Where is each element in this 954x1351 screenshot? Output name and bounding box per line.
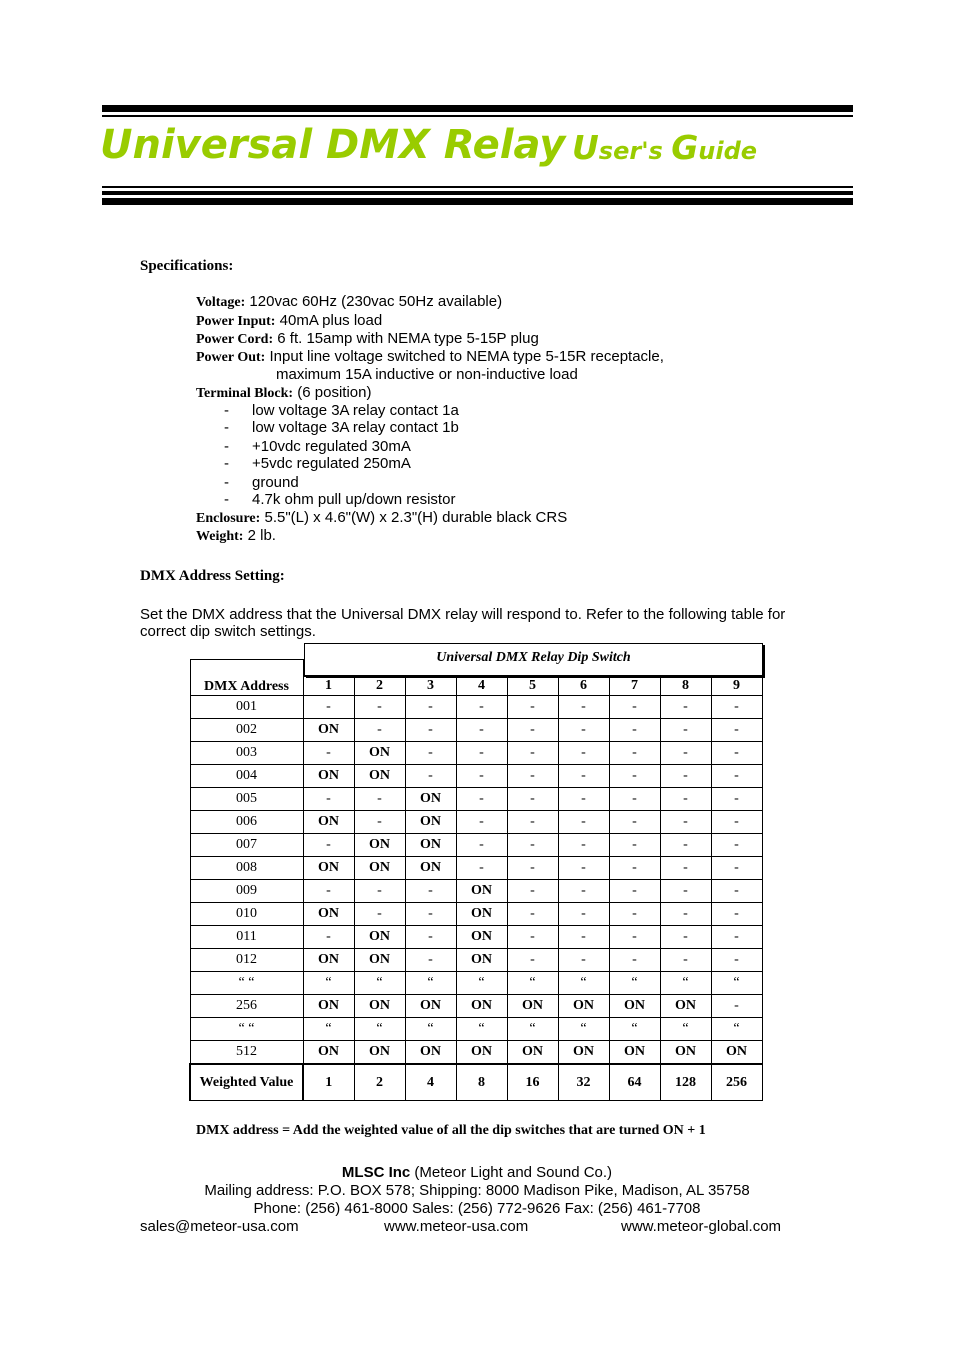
switch-number: 8 <box>660 677 711 696</box>
terminal-item-text: +10vdc regulated 30mA <box>252 438 411 455</box>
switch-state-cell: ON <box>660 1041 711 1065</box>
table-row <box>190 995 762 1018</box>
switch-state-cell: ON <box>405 857 456 880</box>
dmx-address-cell: 007 <box>190 834 303 857</box>
weighted-value: 16 <box>507 1064 558 1101</box>
switch-number: 9 <box>711 677 762 696</box>
switch-state-cell: “ <box>558 972 609 995</box>
switch-state-cell: - <box>354 788 405 811</box>
bullet-dash: - <box>224 455 229 472</box>
switch-state-cell: ON <box>558 995 609 1018</box>
switch-state-cell: - <box>507 719 558 742</box>
switch-state-cell: - <box>660 880 711 903</box>
switch-state-cell: - <box>660 834 711 857</box>
switch-state-cell: - <box>609 742 660 765</box>
switch-state-cell: - <box>456 834 507 857</box>
switch-state-cell: ON <box>456 949 507 972</box>
weighted-value: 1 <box>303 1064 354 1101</box>
dmx-address-header: DMX Address <box>190 660 303 696</box>
switch-state-cell: - <box>405 880 456 903</box>
switch-state-cell: - <box>354 696 405 719</box>
switch-state-cell: “ <box>507 972 558 995</box>
bullet-dash: - <box>224 491 229 508</box>
weighted-value: 128 <box>660 1064 711 1101</box>
switch-state-cell: - <box>609 834 660 857</box>
bullet-dash: - <box>224 438 229 455</box>
switch-state-cell: - <box>507 857 558 880</box>
switch-state-cell: - <box>711 857 762 880</box>
weighted-value: 2 <box>354 1064 405 1101</box>
switch-state-cell: - <box>609 903 660 926</box>
table-row <box>190 926 762 949</box>
dmx-address-cell: 012 <box>190 949 303 972</box>
switch-state-cell: - <box>456 765 507 788</box>
switch-state-cell: - <box>405 926 456 949</box>
switch-state-cell: ON <box>456 903 507 926</box>
switch-number: 4 <box>456 677 507 696</box>
switch-number: 5 <box>507 677 558 696</box>
switch-state-cell: - <box>609 696 660 719</box>
switch-state-cell: - <box>354 903 405 926</box>
switch-state-cell: “ <box>711 1018 762 1041</box>
switch-state-cell: - <box>405 765 456 788</box>
switch-number: 1 <box>303 677 354 696</box>
switch-state-cell: “ <box>507 1018 558 1041</box>
switch-state-cell: ON <box>303 1041 354 1065</box>
switch-state-cell: - <box>660 811 711 834</box>
subtitle-g: G <box>671 128 699 167</box>
spec-power-cord <box>196 330 539 349</box>
switch-state-cell: ON <box>405 788 456 811</box>
switch-number: 6 <box>558 677 609 696</box>
switch-state-cell: - <box>711 719 762 742</box>
footer-company-sub: (Meteor Light and Sound Co.) <box>410 1164 613 1181</box>
switch-state-cell: - <box>660 742 711 765</box>
spec-power-cord-value: 6 ft. 15amp with NEMA type 5-15P plug <box>273 330 539 347</box>
terminal-item <box>224 419 459 437</box>
switch-state-cell: - <box>660 857 711 880</box>
bullet-dash: - <box>224 419 229 436</box>
spec-enclosure <box>196 509 567 528</box>
switch-state-cell: ON <box>354 949 405 972</box>
switch-state-cell: - <box>711 834 762 857</box>
header-top-rule-thick <box>102 105 853 112</box>
switch-state-cell: “ <box>660 1018 711 1041</box>
switch-state-cell: - <box>660 788 711 811</box>
switch-state-cell: “ <box>456 972 507 995</box>
terminal-item-text: +5vdc regulated 250mA <box>252 455 411 472</box>
switch-state-cell: ON <box>303 811 354 834</box>
switch-state-cell: - <box>354 719 405 742</box>
document-title: Universal DMX Relay <box>100 122 566 168</box>
switch-state-cell: - <box>507 765 558 788</box>
switch-state-cell: ON <box>405 995 456 1018</box>
switch-state-cell: - <box>507 788 558 811</box>
bullet-dash: - <box>224 402 229 419</box>
switch-state-cell: - <box>711 926 762 949</box>
switch-state-cell: - <box>558 926 609 949</box>
switch-state-cell: ON <box>354 834 405 857</box>
switch-state-cell: - <box>405 903 456 926</box>
switch-state-cell: - <box>558 857 609 880</box>
switch-state-cell: - <box>303 696 354 719</box>
switch-state-cell: ON <box>660 995 711 1018</box>
switch-state-cell: ON <box>507 1041 558 1065</box>
switch-state-cell: - <box>711 788 762 811</box>
switch-state-cell: “ <box>558 1018 609 1041</box>
footer-email[interactable]: sales@meteor-usa.com <box>140 1218 299 1235</box>
switch-state-cell: “ <box>303 1018 354 1041</box>
switch-state-cell: - <box>660 949 711 972</box>
footer-mailing: Mailing address: P.O. BOX 578; Shipping: 8000 Madison Pike, Madison, AL 35758 <box>204 1182 750 1199</box>
header-bottom-rule-thin <box>102 186 853 188</box>
switch-state-cell: - <box>558 834 609 857</box>
switch-state-cell: ON <box>456 926 507 949</box>
switch-state-cell: ON <box>558 1041 609 1065</box>
dmx-address-heading: DMX Address Setting: <box>140 568 285 584</box>
switch-state-cell: - <box>405 742 456 765</box>
switch-state-cell: - <box>609 880 660 903</box>
switch-number: 2 <box>354 677 405 696</box>
switch-state-cell: - <box>507 696 558 719</box>
switch-state-cell: - <box>507 742 558 765</box>
table-row <box>190 880 762 903</box>
table-caption: Universal DMX Relay Dip Switch <box>304 643 763 676</box>
switch-state-cell: - <box>558 949 609 972</box>
switch-state-cell: - <box>558 880 609 903</box>
table-row <box>190 1041 762 1065</box>
switch-state-cell: “ <box>660 972 711 995</box>
spec-power-out <box>196 348 664 367</box>
spec-weight-label: Weight: <box>196 529 244 544</box>
switch-state-cell: “ <box>609 972 660 995</box>
header-bottom-rule-thick <box>102 191 853 195</box>
weighted-value-label: Weighted Value <box>190 1064 303 1101</box>
switch-state-cell: - <box>558 696 609 719</box>
switch-state-cell: ON <box>303 995 354 1018</box>
switch-state-cell: ON <box>711 1041 762 1065</box>
switch-state-cell: ON <box>303 903 354 926</box>
switch-state-cell: ON <box>609 995 660 1018</box>
table-row <box>190 742 762 765</box>
switch-state-cell: - <box>711 880 762 903</box>
switch-state-cell: - <box>303 742 354 765</box>
bullet-dash: - <box>224 474 229 491</box>
spec-power-cord-label: Power Cord: <box>196 332 274 347</box>
dmx-address-cell: 008 <box>190 857 303 880</box>
switch-state-cell: - <box>303 880 354 903</box>
spec-enclosure-value: 5.5"(L) x 4.6"(W) x 2.3"(H) durable black CRS <box>260 509 568 526</box>
table-row <box>190 765 762 788</box>
switch-state-cell: - <box>405 719 456 742</box>
header-bottom-rule-thick-2 <box>102 198 853 205</box>
switch-state-cell: ON <box>354 765 405 788</box>
table-row <box>190 857 762 880</box>
switch-state-cell: - <box>456 696 507 719</box>
terminal-item <box>224 438 411 456</box>
switch-state-cell: - <box>303 834 354 857</box>
switch-state-cell: ON <box>354 995 405 1018</box>
switch-state-cell: - <box>507 811 558 834</box>
switch-state-cell: ON <box>507 995 558 1018</box>
switch-state-cell: - <box>456 857 507 880</box>
weighted-value: 256 <box>711 1064 762 1101</box>
switch-state-cell: ON <box>354 926 405 949</box>
switch-number: 3 <box>405 677 456 696</box>
table-row <box>190 834 762 857</box>
switch-state-cell: “ <box>456 1018 507 1041</box>
switch-state-cell: - <box>711 949 762 972</box>
switch-state-cell: - <box>354 880 405 903</box>
spec-power-input <box>196 312 382 331</box>
terminal-item-text: 4.7k ohm pull up/down resistor <box>252 491 456 508</box>
switch-state-cell: - <box>609 857 660 880</box>
switch-state-cell: - <box>354 811 405 834</box>
dmx-address-cell: 009 <box>190 880 303 903</box>
weighted-value: 64 <box>609 1064 660 1101</box>
table-row <box>190 1018 762 1041</box>
spec-voltage-value: 120vac 60Hz (230vac 50Hz available) <box>245 293 503 310</box>
switch-state-cell: - <box>507 949 558 972</box>
spec-power-input-label: Power Input: <box>196 314 276 329</box>
footer-company-name: MLSC Inc <box>341 1164 411 1181</box>
switch-state-cell: ON <box>354 857 405 880</box>
switch-state-cell: - <box>609 811 660 834</box>
spec-power-out-label: Power Out: <box>196 350 266 365</box>
footer-web-usa[interactable]: www.meteor-usa.com <box>384 1218 529 1235</box>
weighted-value: 4 <box>405 1064 456 1101</box>
switch-state-cell: - <box>456 719 507 742</box>
dmx-address-cell: 256 <box>190 995 303 1018</box>
spec-voltage-label: Voltage: <box>196 295 246 310</box>
dmx-address-cell: 002 <box>190 719 303 742</box>
switch-state-cell: ON <box>303 949 354 972</box>
switch-state-cell: - <box>507 926 558 949</box>
weighted-value: 8 <box>456 1064 507 1101</box>
switch-state-cell: - <box>660 926 711 949</box>
header-top-rule-thin <box>102 115 853 117</box>
spec-enclosure-label: Enclosure: <box>196 511 261 526</box>
switch-state-cell: - <box>507 834 558 857</box>
switch-state-cell: ON <box>456 880 507 903</box>
dmx-address-cell: 003 <box>190 742 303 765</box>
dmx-address-cell: 010 <box>190 903 303 926</box>
table-row <box>190 972 762 995</box>
switch-state-cell: - <box>711 995 762 1018</box>
switch-state-cell: ON <box>456 1041 507 1065</box>
switch-state-cell: - <box>456 742 507 765</box>
switch-state-cell: “ <box>354 1018 405 1041</box>
spec-power-out-cont: maximum 15A inductive or non-inductive load <box>276 366 578 383</box>
spec-weight <box>196 527 276 546</box>
switch-state-cell: ON <box>405 834 456 857</box>
spec-voltage <box>196 293 502 312</box>
switch-state-cell: - <box>660 696 711 719</box>
spec-terminal-block <box>196 384 371 403</box>
table-row <box>190 696 762 719</box>
subtitle-ser: ser's <box>598 137 672 165</box>
terminal-item <box>224 455 411 473</box>
dmx-address-cell: 512 <box>190 1041 303 1065</box>
dmx-address-paragraph: Set the DMX address that the Universal DMX relay will respond to. Refer to the following table for correct dip switch settings. <box>140 606 786 640</box>
dmx-address-cell: 005 <box>190 788 303 811</box>
dmx-address-cell: 011 <box>190 926 303 949</box>
switch-state-cell: - <box>558 765 609 788</box>
dmx-address-cell: “ “ <box>190 1018 303 1041</box>
table-row <box>190 949 762 972</box>
table-row <box>190 811 762 834</box>
document-subtitle <box>572 128 757 167</box>
terminal-item <box>224 402 459 420</box>
switch-number: 7 <box>609 677 660 696</box>
subtitle-u: U <box>572 128 599 167</box>
switch-state-cell: ON <box>405 1041 456 1065</box>
footer-phone: Phone: (256) 461-8000 Sales: (256) 772-9626 Fax: (256) 461-7708 <box>253 1200 701 1217</box>
switch-state-cell: - <box>711 811 762 834</box>
switch-state-cell: - <box>660 765 711 788</box>
switch-state-cell: ON <box>456 995 507 1018</box>
switch-state-cell: - <box>456 811 507 834</box>
dmx-address-formula: DMX address = Add the weighted value of all the dip switches that are turned ON + 1 <box>196 1123 706 1138</box>
switch-state-cell: ON <box>303 765 354 788</box>
table-row <box>190 719 762 742</box>
switch-state-cell: - <box>558 903 609 926</box>
switch-state-cell: - <box>558 811 609 834</box>
switch-state-cell: “ <box>405 972 456 995</box>
switch-state-cell: - <box>660 719 711 742</box>
terminal-item <box>224 474 299 492</box>
spec-power-out-value: Input line voltage switched to NEMA type 5-15R receptacle, <box>265 348 664 365</box>
switch-state-cell: - <box>609 949 660 972</box>
dmx-address-cell: 004 <box>190 765 303 788</box>
weighted-value: 32 <box>558 1064 609 1101</box>
spec-weight-value: 2 lb. <box>243 527 276 544</box>
switch-state-cell: - <box>609 765 660 788</box>
switch-state-cell: ON <box>303 857 354 880</box>
terminal-item <box>224 491 455 509</box>
switch-state-cell: ON <box>609 1041 660 1065</box>
switch-state-cell: “ <box>405 1018 456 1041</box>
table-row <box>190 788 762 811</box>
dmx-address-cell: “ “ <box>190 972 303 995</box>
switch-state-cell: “ <box>354 972 405 995</box>
terminal-item-text: low voltage 3A relay contact 1a <box>252 402 459 419</box>
switch-state-cell: ON <box>354 1041 405 1065</box>
switch-state-cell: - <box>456 788 507 811</box>
switch-state-cell: “ <box>711 972 762 995</box>
switch-state-cell: - <box>609 926 660 949</box>
footer-web-global[interactable]: www.meteor-global.com <box>621 1218 782 1235</box>
switch-state-cell: ON <box>303 719 354 742</box>
switch-state-cell: - <box>711 903 762 926</box>
dmx-address-cell: 001 <box>190 696 303 719</box>
switch-state-cell: - <box>711 742 762 765</box>
specifications-heading: Specifications: <box>140 258 234 274</box>
switch-state-cell: “ <box>303 972 354 995</box>
switch-state-cell: - <box>558 788 609 811</box>
switch-state-cell: - <box>507 880 558 903</box>
switch-state-cell: - <box>711 696 762 719</box>
switch-state-cell: - <box>303 926 354 949</box>
switch-state-cell: - <box>405 696 456 719</box>
dip-switch-table <box>189 659 763 1101</box>
switch-state-cell: - <box>609 788 660 811</box>
switch-state-cell: - <box>507 903 558 926</box>
terminal-item-text: ground <box>252 474 299 491</box>
switch-state-cell: - <box>405 949 456 972</box>
table-row <box>190 903 762 926</box>
terminal-item-text: low voltage 3A relay contact 1b <box>252 419 459 436</box>
spec-power-input-value: 40mA plus load <box>275 312 383 329</box>
dmx-address-cell: 006 <box>190 811 303 834</box>
switch-state-cell: “ <box>609 1018 660 1041</box>
switch-state-cell: - <box>660 903 711 926</box>
weighted-value-row <box>190 1064 762 1101</box>
switch-state-cell: - <box>303 788 354 811</box>
spec-terminal-label: Terminal Block: <box>196 386 294 401</box>
spec-terminal-value: (6 position) <box>293 384 372 401</box>
switch-state-cell: ON <box>354 742 405 765</box>
switch-state-cell: - <box>609 719 660 742</box>
subtitle-uide: uide <box>698 137 758 165</box>
switch-state-cell: ON <box>405 811 456 834</box>
switch-state-cell: - <box>558 742 609 765</box>
table-body <box>190 696 762 1065</box>
switch-state-cell: - <box>558 719 609 742</box>
footer-company <box>0 1164 954 1181</box>
switch-state-cell: - <box>711 765 762 788</box>
